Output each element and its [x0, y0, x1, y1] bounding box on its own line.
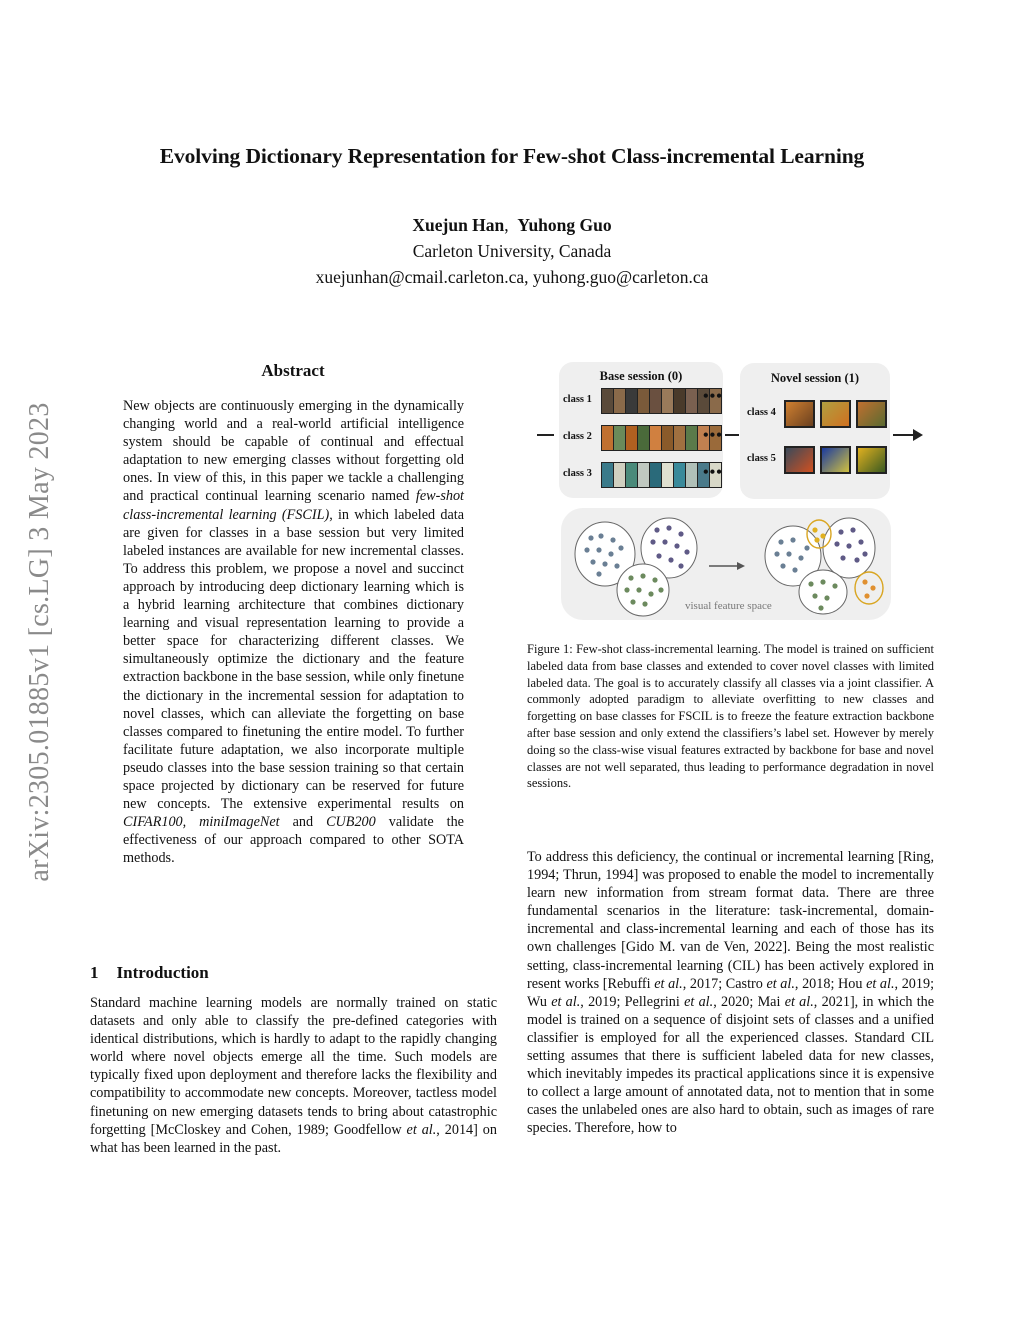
rc-text-7: , 2021], in which the model is trained on a sequence of disjoint sets of classes and a unified classifier is employed for all the experienced classes. Standard CIL setting assumes that there is sufficient labeled data for new classes, which inevitably impedes its practical applications since it is expensive to collect a large amount of annotated data, not to mention that in some cases the unlabeled ones are also hard to obtain, such as images of rare species. Therefore, how to	[527, 993, 935, 1137]
abstract-text-4: validate the effectiveness of our approach compared to other SOTA methods.	[123, 814, 464, 867]
abstract-emph-cub: CUB200	[326, 814, 376, 831]
intro-text-1: Standard machine learning models are normally trained on static datasets and only able to classify the pre-defined categories with identical distributions, which is hardly to adapt to the rapidly changing world where novel objects emerge all the time. Such models are typically fixed upon deployment and therefore lacks the flexibility and compatibility to accommodate new concepts. Moreover, tactless model finetuning on new emerging datasets tends to bring about catastrophic forgetting [McCloskey and Cohen, 1989; Goodfellow	[90, 995, 497, 1138]
rc-text-1: To address this deficiency, the continual or incremental learning [Ring, 1994; Thrun, 1994] was proposed to enable the model to incrementally learn new information from stream format data. There are three fundamental scenarios in the literature: task-incremental, domain-incremental and class-incremental learning and each of those has its own challenges [Gido M. van de Ven, 2022]. Being the most realistic setting, class-incremental learning (CIL) has been actively explored in resent works [Rebuffi	[527, 849, 934, 992]
abstract-text-3: and	[279, 814, 327, 831]
class-4-image-2	[820, 400, 851, 428]
abstract-text-1: New objects are continuously emerging in the dynamically changing world and a real-world artificial intelligence system should be capable of continual and effectual adaptation to new emerging classes without forgetting old ones. In view of this, in this paper we tackle a challenging and practical continual learning scenario named	[123, 398, 464, 505]
introduction-paragraph	[90, 994, 497, 1157]
rc-text-3: , 2018; Hou	[794, 975, 867, 992]
figure-1	[537, 360, 927, 626]
class-5-image-1	[784, 446, 815, 474]
author-names	[0, 212, 1024, 238]
rc-text-4: , 2019; Wu	[527, 975, 935, 1010]
class-2-ellipsis: •••	[703, 427, 723, 444]
abstract-heading: Abstract	[261, 361, 325, 380]
timeline-start-line	[537, 434, 554, 436]
rc-emph-1: et al.	[654, 975, 683, 992]
abstract-emph-fscil: few-shot class-incremental learning (FSCIL)	[123, 488, 464, 523]
arxiv-identifier: arXiv:2305.01885v1 [cs.LG] 3 May 2023	[24, 402, 55, 882]
author-block	[0, 212, 1024, 290]
abstract-text-2: , in which labeled data are given for classes in a base session but very limited labeled instances are available for new incremental classes. To address this problem, we propose a novel and succinct approach by introducing deep dictionary learning which is a hybrid learning architecture that combines dictionary learning and visual representation learning to provide a better space for characterizing different classes. We simultaneously optimize the dictionary and the feature extraction backbone in the base session, while only finetune the dictionary in the incremental session for adaptation to novel classes, which can alleviate the forgetting on base classes compared to finetuning the entire model. To further facilitate future adaptation, we also incorporate multiple pseudo classes into the base session training so that certain space projected by dictionary can be reserved for future new concepts. The extensive experimental results on	[123, 506, 464, 813]
section-title: Introduction	[116, 963, 209, 982]
author-2: Yuhong Guo	[517, 215, 612, 235]
rc-emph-3: et al.	[866, 975, 895, 992]
affiliation: Carleton University, Canada	[412, 241, 612, 261]
abstract-emph-datasets: CIFAR100, miniImageNet	[123, 814, 280, 831]
rc-emph-5: et al.	[684, 993, 714, 1010]
class-3-label: class 3	[563, 468, 592, 479]
emails: xuejunhan@cmail.carleton.ca, yuhong.guo@carleton.ca	[315, 267, 709, 287]
rc-text-6: , 2020; Mai	[713, 993, 785, 1010]
class-1-ellipsis: •••	[703, 388, 723, 405]
rc-emph-4: et al.	[551, 993, 581, 1010]
intro-text-2: , 2014] on what has been learned in the past.	[90, 1121, 497, 1156]
base-session-title: Base session (0)	[599, 369, 683, 383]
novel-session-title: Novel session (1)	[770, 371, 860, 385]
class-5-label: class 5	[747, 453, 776, 464]
class-3-ellipsis: •••	[703, 464, 723, 481]
class-5-image-3	[856, 446, 887, 474]
timeline-arrow	[893, 426, 923, 444]
novel-session-panel	[740, 363, 890, 499]
rc-emph-2: et al.	[766, 975, 795, 992]
paper-title: Evolving Dictionary Representation for Few-shot Class-incremental Learning	[159, 144, 865, 168]
class-5-image-2	[820, 446, 851, 474]
class-4-label: class 4	[747, 407, 776, 418]
visual-feature-space-label: visual feature space	[685, 600, 772, 612]
abstract-body	[123, 397, 464, 867]
section-number: 1	[90, 963, 99, 982]
intro-emph: et al.	[406, 1121, 437, 1138]
timeline-mid-line	[725, 434, 739, 436]
author-separator: ,	[504, 215, 509, 235]
class-2-label: class 2	[563, 431, 592, 442]
class-4-image-1	[784, 400, 815, 428]
figure-1-caption: Figure 1: Few-shot class-incremental learning. The model is trained on sufficient labeled data from base classes and extended to cover novel classes with limited labeled data. The goal is to accurately classify all classes via a joint classifier. A commonly adopted paradigm to alleviate overfitting to new classes and forgetting on base classes for FSCIL is to freeze the feature extraction backbone after base session and only extend the classifiers’s label set. However by merely doing so the class-wise visual features extracted by backbone for base and novel classes are not well separated, thus leading to performance degradation in novel sessions.	[527, 642, 934, 791]
rc-text-5: , 2019; Pellegrini	[580, 993, 685, 1010]
class-1-label: class 1	[563, 394, 592, 405]
rc-text-2: , 2017; Castro	[682, 975, 767, 992]
section-heading-introduction	[90, 963, 209, 983]
right-column-paragraph	[527, 848, 934, 1138]
rc-emph-6: et al.	[784, 993, 814, 1010]
class-4-image-3	[856, 400, 887, 428]
author-1: Xuejun Han	[412, 215, 505, 235]
